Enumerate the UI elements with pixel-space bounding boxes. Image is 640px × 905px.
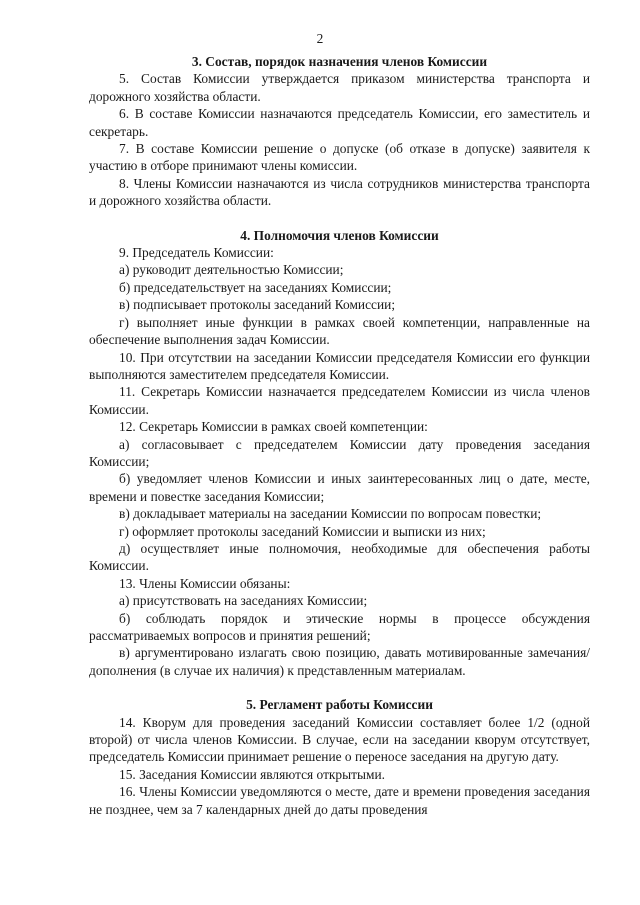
paragraph: в) докладывает материалы на заседании Комиссии по вопросам повестки;: [119, 506, 542, 522]
paragraph: а) присутствовать на заседаниях Комиссии;: [119, 593, 368, 609]
paragraph: 11. Секретарь Комиссии назначается председателем Комиссии из числа членов Комиссии.: [89, 384, 590, 417]
paragraph: г) выполняет иные функции в рамках своей компетенции, направленные на обеспечение выполнения задач Комиссии.: [89, 314, 590, 348]
paragraph: в) подписывает протоколы заседаний Комиссии;: [119, 297, 396, 313]
paragraph: в) аргументировано излагать свою позицию, давать мотивированные замечания/дополнения (в случае их наличия) к представленным материалам.: [89, 645, 590, 678]
section-heading: 3. Состав, порядок назначения членов Комиссии: [191, 54, 488, 69]
paragraph: 14. Кворум для проведения заседаний Комиссии составляет более 1/2 (одной второй) от числа членов Комиссии. В случае, если на заседании кворум отсутствует, председатель Комиссии принимает решение о переносе заседания на другую дату.: [89, 714, 590, 765]
paragraph: 5. Состав Комиссии утверждается приказом министерства транспорта и дорожного хозяйства области.: [89, 71, 590, 104]
paragraph: б) уведомляет членов Комиссии и иных заинтересованных лиц о дате, месте, времени и повестке заседания Комиссии;: [89, 471, 590, 504]
paragraph: а) согласовывает с председателем Комиссии дату проведения заседания Комиссии;: [89, 436, 590, 469]
paragraph: б) председательствует на заседаниях Комиссии;: [119, 279, 392, 295]
section-heading: 4. Полномочия членов Комиссии: [240, 227, 439, 243]
paragraph: г) оформляет протоколы заседаний Комиссии и выписки из них;: [119, 523, 486, 539]
paragraph: 15. Заседания Комиссии являются открытыми.: [119, 766, 385, 782]
paragraph: 7. В составе Комиссии решение о допуске (об отказе в допуске) заявителя к участию в отборе принимают члены комиссии.: [89, 141, 590, 174]
document-body: [89, 53, 590, 818]
section-heading: 5. Регламент работы Комиссии: [246, 697, 433, 713]
paragraph: 16. Члены Комиссии уведомляются о месте, дате и времени проведения заседания не позднее, чем за 7 календарных дней до даты проведения: [89, 784, 590, 817]
page-number: 2: [316, 31, 324, 46]
paragraph: 10. При отсутствии на заседании Комиссии председателя Комиссии его функции выполняются заместителем председателя Комиссии.: [89, 349, 590, 382]
paragraph: а) руководит деятельностью Комиссии;: [119, 262, 344, 278]
paragraph: б) соблюдать порядок и этические нормы в процессе обсуждения рассматриваемых вопросов и принятия решений;: [89, 610, 590, 643]
paragraph: 8. Члены Комиссии назначаются из числа сотрудников министерства транспорта и дорожного хозяйства области.: [89, 175, 590, 209]
paragraph: 6. В составе Комиссии назначаются председатель Комиссии, его заместитель и секретарь.: [89, 106, 590, 139]
paragraph: д) осуществляет иные полномочия, необходимые для обеспечения работы Комиссии.: [89, 540, 590, 574]
paragraph: 13. Члены Комиссии обязаны:: [119, 575, 291, 591]
paragraph: 9. Председатель Комиссии:: [119, 245, 274, 261]
paragraph: 12. Секретарь Комиссии в рамках своей компетенции:: [119, 419, 428, 435]
